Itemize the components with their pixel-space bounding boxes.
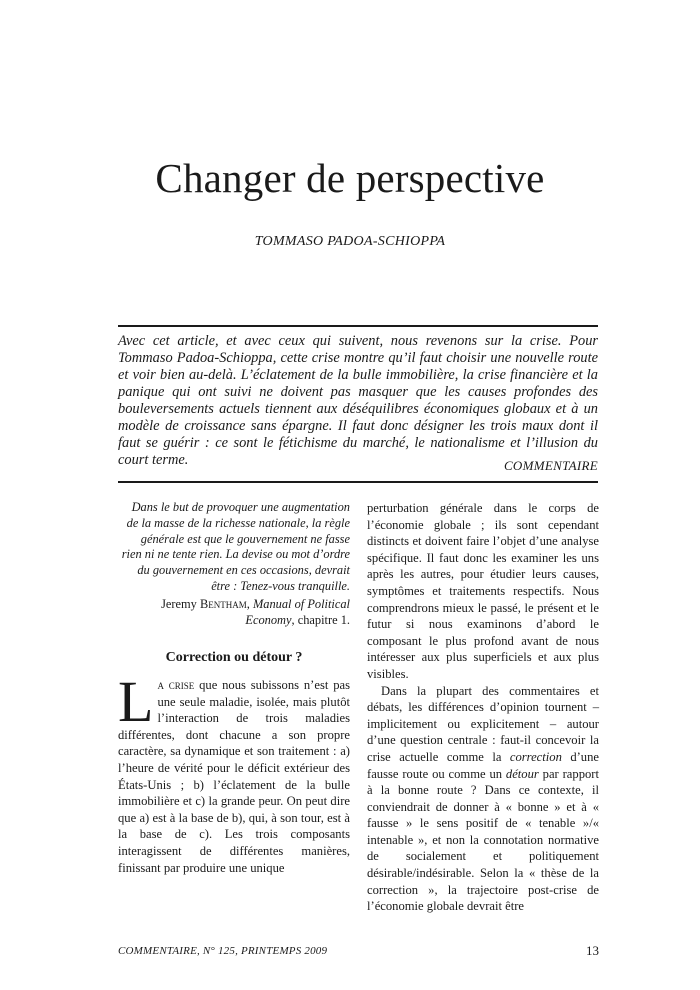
- lead-small-caps: a crise: [157, 677, 195, 692]
- body-paragraph-2: [367, 683, 599, 915]
- bottom-rule: [118, 481, 598, 483]
- paragraph-2-text-c: par rapport à la bonne route ? Dans ce contexte, il conviendrait de donner à « bonne » et à « fausse » le sens positif de « tenable »/« intenable », et non la connotation normative de socialement et politiquement désirable/indésirable. Selon la « thèse de la correction », la trajectoire post-crise de l’économie globale devrait être: [367, 766, 599, 914]
- epigraph-author-first: Jeremy: [161, 596, 197, 611]
- epigraph-attribution: [118, 597, 350, 629]
- paragraph-2-emphasis-detour: détour: [505, 766, 539, 781]
- body-paragraph-1: [118, 668, 350, 876]
- epigraph-author-last: Bentham: [199, 596, 247, 611]
- paragraph-2-text-a: Dans la plupart des commentaires et débats, les différences d’opinion tournent – implicitement ou explicitement – autour d’une question centrale : faut-il concevoir la crise actuelle comme la: [367, 683, 599, 764]
- section-heading: Correction ou détour ?: [165, 650, 303, 666]
- abstract-signature: COMMENTAIRE: [503, 458, 598, 473]
- right-column: [367, 500, 599, 915]
- article-abstract: Avec cet article, et avec ceux qui suivent, nous revenons sur la crise. Pour Tommaso Padoa-Schioppa, cette crise montre qu’il faut choisir une nouvelle route et voir bien au-delà. L’éclatement de la bulle immobilière, la crise financière et la panique qui ont suivi ne doivent pas masquer que les causes profondes des bouleversements actuels tiennent aux déséquilibres économiques globaux et à un modèle de croissance sans épargne. Il faut donc désigner les trois maux dont il faut se guérir : ce sont le fétichisme du marché, le nationalisme et l’illusion du court terme.: [118, 333, 598, 468]
- article-author: TOMMASO PADOA-SCHIOPPA: [254, 234, 446, 249]
- epigraph-quote: Dans le but de provoquer une augmentation de la masse de la richesse nationale, la règle générale est que le gouvernement ne fasse rien ni ne tente rien. La devise ou mot d’ordre du gouvernement en ces occasions, devrait être : Tenez-vous tranquille.: [121, 500, 350, 593]
- top-rule: [118, 325, 598, 327]
- drop-cap: L: [118, 668, 154, 734]
- paragraph-2-emphasis-correction: correction: [509, 749, 562, 764]
- epigraph-separator: ,: [246, 596, 253, 611]
- body-paragraph-1-continued: perturbation générale dans le corps de l’économie globale ; ils sont cependant distincts et doivent faire l’objet d’une analyse spécifique. Il faut donc les examiner les uns après les autres, pour étudier leurs causes, symptômes et traitements respectifs. Nous comprendrons mieux le passé, le présent et le futur si nous examinons d’abord le composant le plus profond avant de nous intéresser aux plus superficiels et aux plus visibles.: [367, 501, 599, 681]
- left-column: [118, 500, 350, 876]
- epigraph-chapter: , chapitre 1.: [291, 612, 350, 627]
- article-title: Changer de perspective: [155, 155, 545, 201]
- paragraph-2-text-b: d’une fausse route ou comme un: [367, 749, 599, 781]
- page-number: 13: [586, 943, 599, 958]
- footer-journal: COMMENTAIRE, N° 125, PRINTEMPS 2009: [118, 945, 328, 957]
- paragraph-1-text: que nous subissons n’est pas une seule maladie, isolée, mais plutôt l’interaction de trois maladies différentes, dont chacune a son propre caractère, sa dynamique et son traitement : a) l’heure de vérité pour le déficit extérieur des États-Unis ; b) l’éclatement de la bulle immobilière et c) la grande peur. On peut dire que a) est à la base de b), qui, à son tour, est à la base de c). Les trois composants interagissent de différentes manières, finissant par produire une unique: [118, 677, 350, 875]
- epigraph-work: Manual of Political Economy: [245, 596, 350, 627]
